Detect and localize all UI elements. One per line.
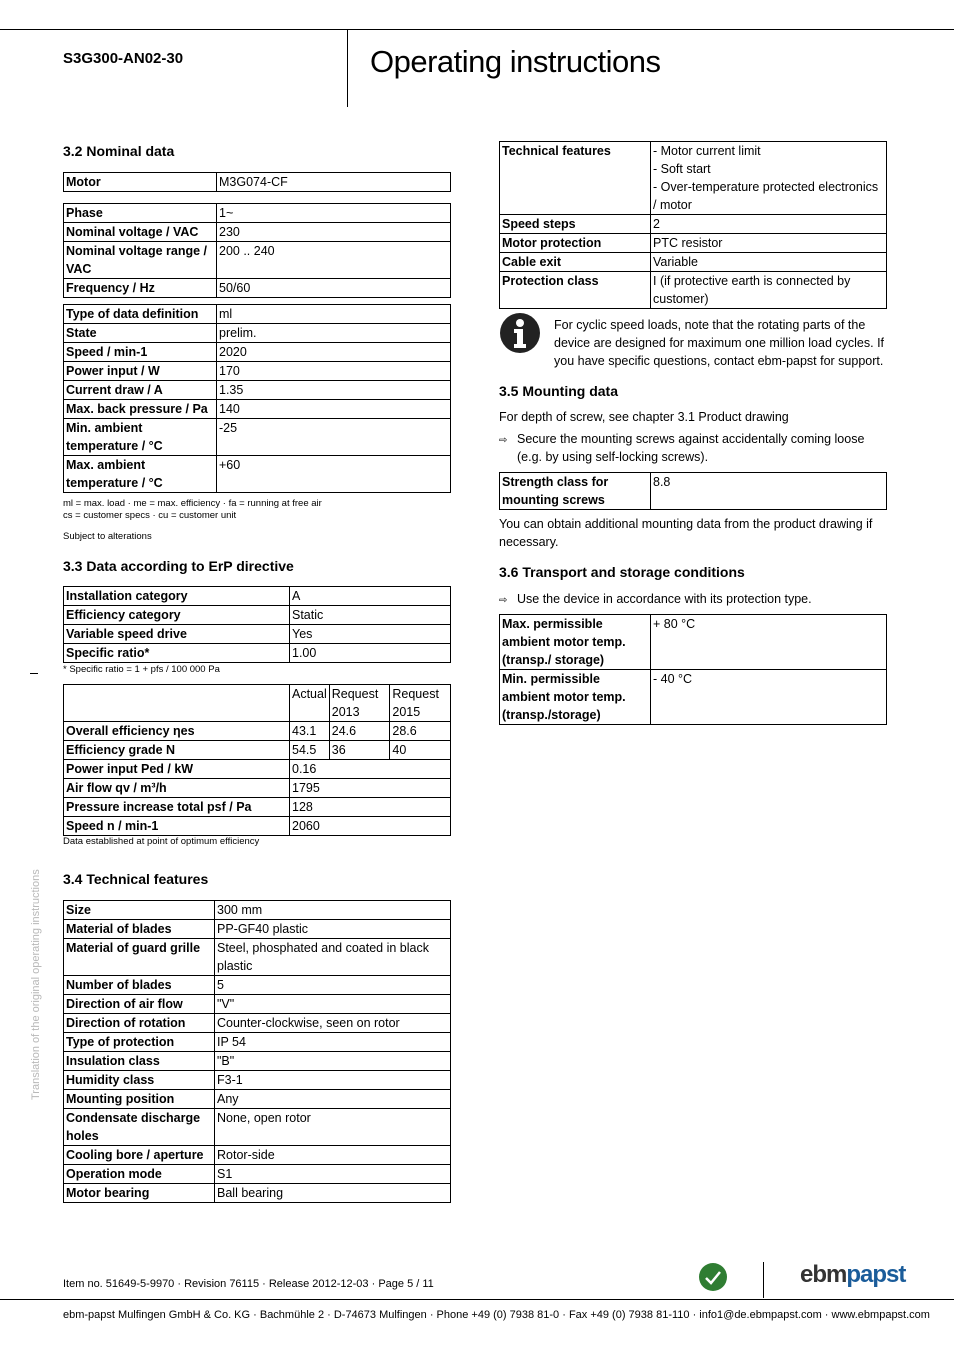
row-value: 140	[217, 400, 451, 419]
row-label: Material of blades	[64, 920, 215, 939]
transport-bullet-text: Use the device in accordance with its protection type.	[517, 592, 812, 606]
row-value: 1.35	[217, 381, 451, 400]
technical-features-table	[499, 141, 887, 309]
page-title: Operating instructions	[370, 44, 661, 79]
efficiency-table	[63, 684, 451, 836]
transport-table	[499, 614, 887, 725]
row-label: Max. back pressure / Pa	[64, 400, 217, 419]
table-row	[64, 173, 451, 192]
row-value: S1	[215, 1165, 451, 1184]
specific-ratio-footnote: * Specific ratio = 1 + pfs / 100 000 Pa	[63, 664, 220, 675]
table-row	[64, 587, 451, 606]
mounting-table	[499, 472, 887, 510]
row-value: 36	[329, 741, 390, 760]
row-value: 5	[215, 976, 451, 995]
row-value: A	[290, 587, 451, 606]
row-label: Direction of rotation	[64, 1014, 215, 1033]
row-value: 128	[290, 798, 451, 817]
table-row	[64, 741, 451, 760]
row-value: Counter-clockwise, seen on rotor	[215, 1014, 451, 1033]
row-value: F3-1	[215, 1071, 451, 1090]
table-row	[64, 400, 451, 419]
table-header-row	[64, 685, 451, 722]
table-row	[64, 644, 451, 663]
info-icon	[499, 312, 541, 354]
logo-divider	[763, 1262, 764, 1298]
mounting-text-2: You can obtain additional mounting data from the product drawing if necessary.	[499, 517, 873, 549]
table-row	[64, 1033, 451, 1052]
section-heading-nominal: 3.2 Nominal data	[63, 143, 175, 159]
table-row	[64, 1052, 451, 1071]
row-label: Motor	[64, 173, 217, 192]
section-heading-technical: 3.4 Technical features	[63, 871, 209, 887]
mounting-text-1: For depth of screw, see chapter 3.1 Product drawing	[499, 410, 789, 424]
table-row	[500, 615, 887, 670]
row-value: 0.16	[290, 760, 451, 779]
row-value: PP-GF40 plastic	[215, 920, 451, 939]
row-label: Condensate discharge holes	[64, 1109, 215, 1146]
row-label: Protection class	[500, 272, 651, 309]
table-row	[64, 976, 451, 995]
row-label: Specific ratio*	[64, 644, 290, 663]
table-row	[64, 901, 451, 920]
column-header	[64, 685, 290, 722]
table-row	[64, 324, 451, 343]
row-value: 40	[390, 741, 451, 760]
table-row	[64, 1090, 451, 1109]
mounting-bullet-text: Secure the mounting screws against accidentally coming loose (e.g. by using self-locking screws).	[517, 432, 865, 464]
row-label: Motor protection	[500, 234, 651, 253]
row-label: Phase	[64, 204, 217, 223]
company-address: ebm-papst Mulfingen GmbH & Co. KG · Bachmühle 2 · D-74673 Mulfingen · Phone +49 (0) 7938 81-0 · Fax +49 (0) 7938 81-110 · info1@de.ebmpapst.com · www.ebmpapst.com	[63, 1309, 930, 1321]
row-value: 50/60	[217, 279, 451, 298]
table-row	[64, 817, 451, 836]
table-row	[64, 305, 451, 324]
electrical-table	[63, 203, 451, 298]
row-label: Strength class for mounting screws	[500, 473, 651, 510]
row-value: I (if protective earth is connected by customer)	[651, 272, 887, 309]
row-value: -25	[217, 419, 451, 456]
top-rule	[0, 29, 954, 30]
section-heading-transport: 3.6 Transport and storage conditions	[499, 564, 745, 580]
footer-rule	[0, 1299, 954, 1300]
row-label: Speed n / min-1	[64, 817, 290, 836]
row-label: Operation mode	[64, 1165, 215, 1184]
row-label: Max. permissible ambient motor temp. (transp./ storage)	[500, 615, 651, 670]
row-value: Any	[215, 1090, 451, 1109]
arrow-icon: ⇨	[499, 595, 508, 606]
row-value: - 40 °C	[651, 670, 887, 725]
table-row	[64, 1184, 451, 1203]
column-header: Request 2013	[329, 685, 390, 722]
technical-table	[63, 900, 451, 1203]
optimum-note: Data established at point of optimum efficiency	[63, 836, 260, 847]
row-value: 170	[217, 362, 451, 381]
row-label: Motor bearing	[64, 1184, 215, 1203]
row-label: Nominal voltage range / VAC	[64, 242, 217, 279]
side-caption: Translation of the original operating instructions	[30, 869, 42, 1100]
table-row	[500, 473, 887, 510]
row-label: Mounting position	[64, 1090, 215, 1109]
table-row	[64, 920, 451, 939]
table-row	[64, 779, 451, 798]
subject-note: Subject to alterations	[63, 531, 152, 542]
row-label: Efficiency grade N	[64, 741, 290, 760]
column-header: Actual	[290, 685, 330, 722]
row-label: Technical features	[500, 142, 651, 215]
transport-bullet	[499, 590, 887, 610]
row-label: Nominal voltage / VAC	[64, 223, 217, 242]
row-value: + 80 °C	[651, 615, 887, 670]
row-label: Variable speed drive	[64, 625, 290, 644]
table-row	[64, 343, 451, 362]
table-row	[64, 606, 451, 625]
row-value: 200 .. 240	[217, 242, 451, 279]
row-value: ml	[217, 305, 451, 324]
table-row	[64, 1014, 451, 1033]
row-value: 1.00	[290, 644, 451, 663]
row-label: Material of guard grille	[64, 939, 215, 976]
mounting-bullet	[499, 430, 887, 464]
row-label: Number of blades	[64, 976, 215, 995]
arrow-icon: ⇨	[499, 435, 508, 446]
table-row	[500, 234, 887, 253]
table-row	[64, 1165, 451, 1184]
row-label: Min. ambient temperature / °C	[64, 419, 217, 456]
row-label: Air flow qv / m³/h	[64, 779, 290, 798]
row-label: Speed / min-1	[64, 343, 217, 362]
row-value: 8.8	[651, 473, 887, 510]
row-value: Steel, phosphated and coated in black plastic	[215, 939, 451, 976]
row-label: Frequency / Hz	[64, 279, 217, 298]
row-value: "V"	[215, 995, 451, 1014]
table-row	[64, 760, 451, 779]
row-value: prelim.	[217, 324, 451, 343]
table-row	[64, 362, 451, 381]
operating-table	[63, 304, 451, 493]
model-number: S3G300-AN02-30	[63, 50, 184, 67]
table-row	[64, 939, 451, 976]
row-label: Efficiency category	[64, 606, 290, 625]
row-value: Yes	[290, 625, 451, 644]
row-value: 230	[217, 223, 451, 242]
row-value: 2	[651, 215, 887, 234]
row-value: 28.6	[390, 722, 451, 741]
row-value: Ball bearing	[215, 1184, 451, 1203]
row-value: 24.6	[329, 722, 390, 741]
row-value: +60	[217, 456, 451, 493]
row-label: Direction of air flow	[64, 995, 215, 1014]
row-label: Size	[64, 901, 215, 920]
table-row	[500, 142, 887, 215]
table-row	[64, 381, 451, 400]
row-value: 2020	[217, 343, 451, 362]
header-divider	[347, 29, 348, 107]
row-label: Current draw / A	[64, 381, 217, 400]
ebmpapst-logo: ebmpapst	[800, 1261, 906, 1288]
row-label: Installation category	[64, 587, 290, 606]
table-row	[64, 722, 451, 741]
info-note: For cyclic speed loads, note that the rotating parts of the device are designed for maximum one million load cycles. If you have specific questions, contact ebm-papst for support.	[554, 318, 885, 368]
table-row	[500, 215, 887, 234]
table-row	[64, 1071, 451, 1090]
row-label: Cooling bore / aperture	[64, 1146, 215, 1165]
legend-line-1: ml = max. load · me = max. efficiency · fa = running at free air	[63, 498, 322, 509]
row-value: None, open rotor	[215, 1109, 451, 1146]
row-value: 300 mm	[215, 901, 451, 920]
row-label: Speed steps	[500, 215, 651, 234]
row-value: Variable	[651, 253, 887, 272]
table-row	[500, 253, 887, 272]
table-row	[64, 995, 451, 1014]
erp-table	[63, 586, 451, 663]
row-value: M3G074-CF	[217, 173, 451, 192]
green-tech-badge	[698, 1262, 728, 1292]
row-value: 43.1	[290, 722, 330, 741]
row-label: Insulation class	[64, 1052, 215, 1071]
section-heading-mounting: 3.5 Mounting data	[499, 383, 618, 399]
margin-tick	[30, 673, 38, 674]
row-label: Humidity class	[64, 1071, 215, 1090]
row-value: PTC resistor	[651, 234, 887, 253]
row-label: Power input / W	[64, 362, 217, 381]
table-row	[64, 204, 451, 223]
row-value: - Motor current limit - Soft start - Over-temperature protected electronics / motor	[651, 142, 887, 215]
row-value: 1~	[217, 204, 451, 223]
table-row	[500, 272, 887, 309]
row-value: "B"	[215, 1052, 451, 1071]
row-label: Max. ambient temperature / °C	[64, 456, 217, 493]
section-heading-erp: 3.3 Data according to ErP directive	[63, 558, 294, 574]
row-label: Type of data definition	[64, 305, 217, 324]
row-value: 2060	[290, 817, 451, 836]
row-label: Power input Ped / kW	[64, 760, 290, 779]
table-row	[500, 670, 887, 725]
table-row	[64, 242, 451, 279]
column-header: Request 2015	[390, 685, 451, 722]
table-row	[64, 1146, 451, 1165]
item-info: Item no. 51649-5-9970 · Revision 76115 · Release 2012-12-03 · Page 5 / 11	[63, 1278, 434, 1290]
row-value: 54.5	[290, 741, 330, 760]
table-row	[64, 419, 451, 456]
table-row	[64, 798, 451, 817]
table-row	[64, 279, 451, 298]
row-value: 1795	[290, 779, 451, 798]
table-row	[64, 223, 451, 242]
row-label: Pressure increase total psf / Pa	[64, 798, 290, 817]
row-value: IP 54	[215, 1033, 451, 1052]
row-label: Type of protection	[64, 1033, 215, 1052]
table-row	[64, 1109, 451, 1146]
row-label: Cable exit	[500, 253, 651, 272]
row-value: Rotor-side	[215, 1146, 451, 1165]
row-label: Overall efficiency ηes	[64, 722, 290, 741]
motor-table	[63, 172, 451, 192]
row-label: State	[64, 324, 217, 343]
legend-line-2: cs = customer specs · cu = customer unit	[63, 510, 237, 521]
table-row	[64, 456, 451, 493]
row-label: Min. permissible ambient motor temp. (transp./storage)	[500, 670, 651, 725]
row-value: Static	[290, 606, 451, 625]
table-row	[64, 625, 451, 644]
